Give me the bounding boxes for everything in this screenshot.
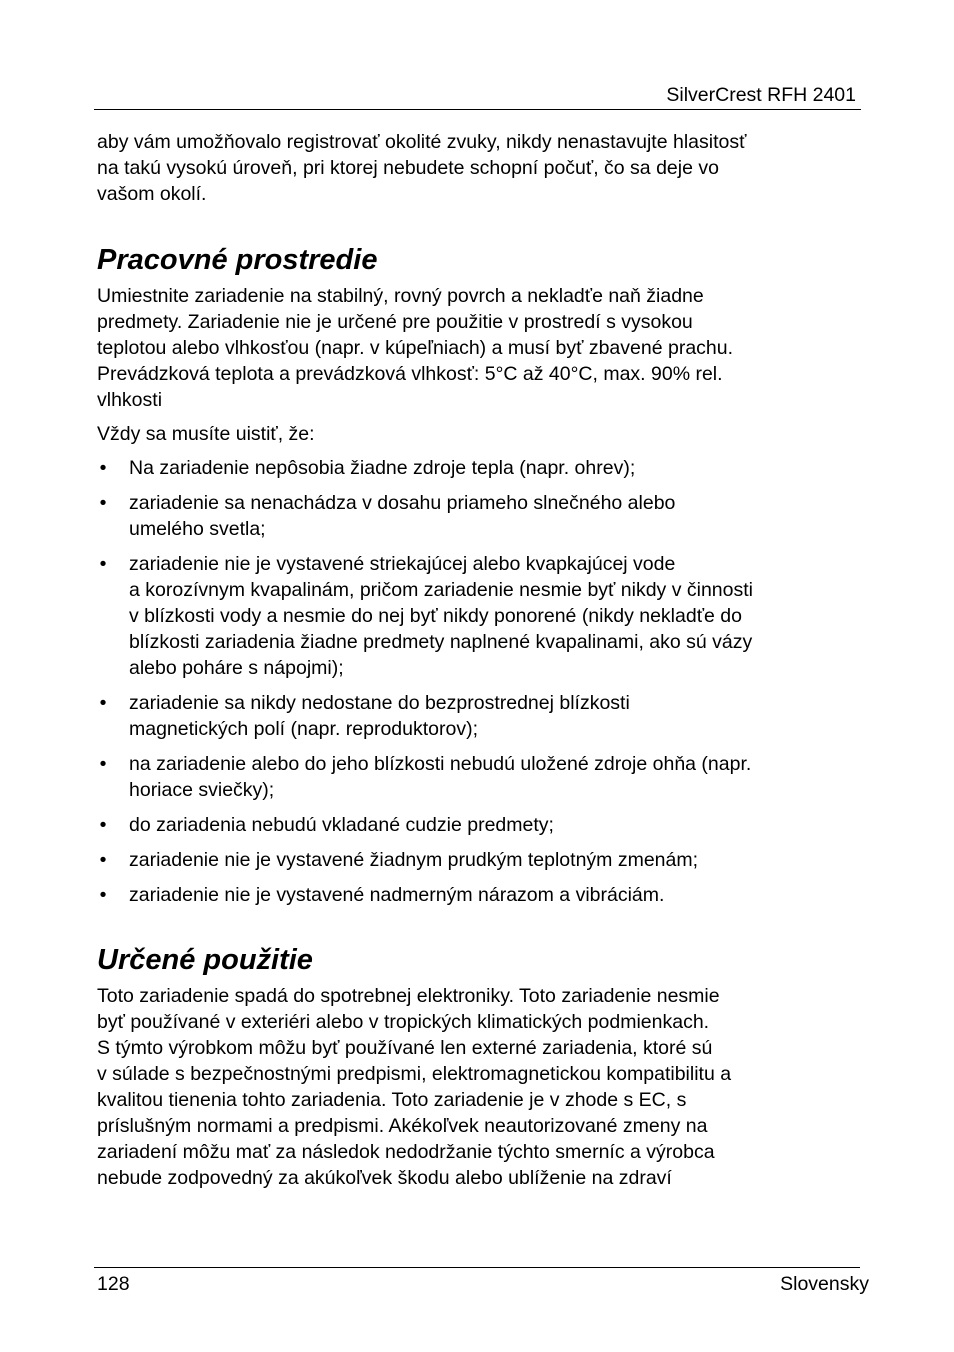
section-heading-intended-use: Určené použitie — [97, 944, 313, 976]
list-item-line: na zariadenie alebo do jeho blízkosti nebudú uložené zdroje ohňa (napr. — [129, 753, 752, 775]
list-item — [97, 751, 861, 803]
list-item-line: do zariadenia nebudú vkladané cudzie predmety; — [129, 814, 554, 836]
list-item-line: horiace sviečky); — [129, 779, 275, 801]
paragraph-line: teplotou alebo vlhkosťou (napr. v kúpeľniach) a musí byť zbavené prachu. — [97, 337, 734, 359]
paragraph-line: v súlade s bezpečnostnými predpismi, elektromagnetickou kompatibilitu a — [97, 1063, 732, 1085]
bullet-icon: • — [99, 553, 107, 575]
list-item — [97, 490, 861, 542]
ensure-text: Vždy sa musíte uistiť, že: — [97, 423, 315, 445]
bullet-icon: • — [99, 753, 107, 775]
list-item — [97, 847, 861, 873]
list-item-line: v blízkosti vody a nesmie do nej byť nikdy ponorené (nikdy nekladťe do — [129, 605, 742, 627]
paragraph-line: nebude zodpovedný za akúkoľvek škodu alebo ublíženie na zdraví — [97, 1167, 672, 1189]
list-item-line: zariadenie sa nikdy nedostane do bezprostrednej blízkosti — [129, 692, 630, 714]
list-item-line: umelého svetla; — [129, 518, 266, 540]
bullet-icon: • — [99, 849, 107, 871]
paragraph-line: Toto zariadenie spadá do spotrebnej elektroniky. Toto zariadenie nesmie — [97, 985, 720, 1007]
paragraph-line: Prevádzková teplota a prevádzková vlhkosť: 5°C až 40°C, max. 90% rel. — [97, 363, 723, 385]
intro-paragraph — [97, 129, 861, 207]
list-item-line: zariadenie sa nenachádza v dosahu priameho slnečného alebo — [129, 492, 676, 514]
page-content — [97, 129, 861, 1191]
intro-line: aby vám umožňovalo registrovať okolité zvuky, nikdy nenastavujte hlasitosť — [97, 131, 747, 153]
requirements-list — [97, 455, 861, 908]
list-item — [97, 882, 861, 908]
paragraph-line: kvalitou tienenia tohto zariadenia. Toto zariadenie je v zhode s EC, s — [97, 1089, 687, 1111]
paragraph-line: predmety. Zariadenie nie je určené pre použitie v prostredí s vysokou — [97, 311, 693, 333]
list-item-line: zariadenie nie je vystavené striekajúcej alebo kvapkajúcej vode — [129, 553, 676, 575]
paragraph-line: vlhkosti — [97, 389, 163, 411]
paragraph-line: zariadení môžu mať za následok nedodržanie týchto smerníc a výrobca — [97, 1141, 715, 1163]
list-item — [97, 455, 861, 481]
list-item-line: Na zariadenie nepôsobia žiadne zdroje tepla (napr. ohrev); — [129, 457, 636, 479]
list-item — [97, 551, 861, 681]
bullet-icon: • — [99, 692, 107, 714]
footer-language: Slovensky — [780, 1273, 869, 1295]
header-divider — [94, 109, 861, 110]
footer-divider — [94, 1267, 860, 1268]
section-heading-environment: Pracovné prostredie — [97, 244, 378, 276]
page-number: 128 — [97, 1273, 130, 1295]
intended-use-paragraph — [97, 983, 861, 1191]
list-item — [97, 690, 861, 742]
list-item-line: zariadenie nie je vystavené nadmerným nárazom a vibráciám. — [129, 884, 665, 906]
list-item-line: a korozívnym kvapalinám, pričom zariadenie nesmie byť nikdy v činnosti — [129, 579, 753, 601]
paragraph-line: S týmto výrobkom môžu byť používané len externé zariadenia, ktoré sú — [97, 1037, 713, 1059]
list-item — [97, 812, 861, 838]
intro-line: vašom okolí. — [97, 183, 207, 205]
paragraph-line: príslušným normami a predpismi. Akékoľvek neautorizované zmeny na — [97, 1115, 708, 1137]
bullet-icon: • — [99, 457, 107, 479]
list-item-line: zariadenie nie je vystavené žiadnym prudkým teplotným zmenám; — [129, 849, 699, 871]
list-item-line: alebo poháre s nápojmi); — [129, 657, 344, 679]
intro-line: na takú vysokú úroveň, pri ktorej nebudete schopní počuť, čo sa deje vo — [97, 157, 719, 179]
bullet-icon: • — [99, 884, 107, 906]
environment-paragraph — [97, 283, 861, 413]
list-item-line: magnetických polí (napr. reproduktorov); — [129, 718, 479, 740]
document-header: SilverCrest RFH 2401 — [666, 84, 856, 106]
bullet-icon: • — [99, 814, 107, 836]
paragraph-line: byť používané v exteriéri alebo v tropických klimatických podmienkach. — [97, 1011, 710, 1033]
bullet-icon: • — [99, 492, 107, 514]
paragraph-line: Umiestnite zariadenie na stabilný, rovný povrch a nekladťe naň žiadne — [97, 285, 704, 307]
list-item-line: blízkosti zariadenia žiadne predmety naplnené kvapalinami, ako sú vázy — [129, 631, 753, 653]
